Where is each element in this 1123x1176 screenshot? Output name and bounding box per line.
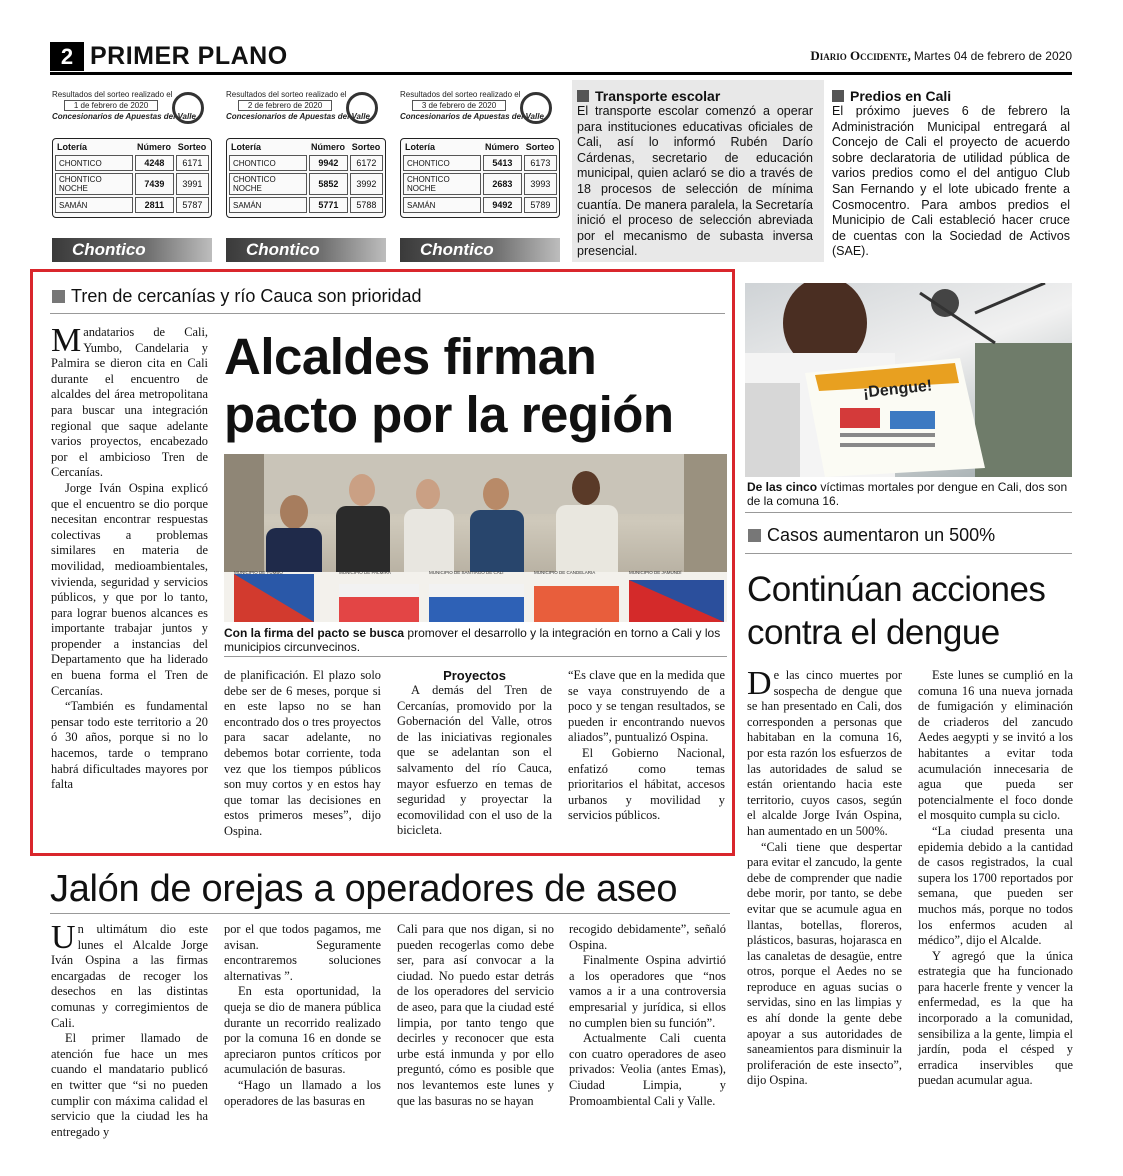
square-icon bbox=[52, 290, 65, 303]
kicker-rule bbox=[50, 313, 725, 314]
lottery-draw: 5789 bbox=[524, 197, 557, 213]
lottery-draw: 5787 bbox=[176, 197, 209, 213]
section-title: PRIMER PLANO bbox=[90, 42, 288, 70]
flag-label: MUNICIPIO DE PALMIRA bbox=[339, 570, 391, 575]
flag-label: MUNICIPIO DE CANDELARIA bbox=[534, 570, 596, 575]
square-icon bbox=[748, 529, 761, 542]
lottery-table bbox=[400, 138, 560, 218]
brief-transporte-title: Transporte escolar bbox=[577, 88, 813, 104]
lottery-name: CHONTICO NOCHE bbox=[403, 173, 481, 195]
main-story-col3: Proyectos A demás del Tren de Cercanías, promovido por la Gobernación del Valle, otros de las iniciativas regionales que se adelantan son el salvamento del río Cauca, mayor esfuerzo en temas de seguridad y proyectar la ecomovilidad con el uso de la bicicleta. bbox=[397, 668, 552, 838]
dengue-photo-caption: De las cinco víctimas mortales por dengue en Cali, dos son de la comuna 16. bbox=[747, 480, 1068, 508]
chontico-logo: Chontico bbox=[226, 238, 386, 262]
col-sorteo: Sorteo bbox=[525, 142, 555, 152]
brief-predios-body: El próximo jueves 6 de febrero la Administración Municipal entregará al Concejo de Cali el proyecto de acuerdo sobre declaratoria de utilidad pública de varios predios como el del antiguo Club San Fernando y el lote ubicado frente a Cosmocentro. Para ambos predios el Municipio de Cali estableció hacer cruce de cuentas con la Sociedad de Activos (SAE). bbox=[832, 104, 1070, 259]
main-story-kicker: Tren de cercanías y río Cauca son prioridad bbox=[52, 286, 722, 306]
drop-cap: U bbox=[51, 919, 76, 956]
drop-cap: D bbox=[747, 665, 772, 702]
dengue-col1: De las cinco muertes por sospecha de dengue que se han presentado en Cali, dos corresponden a personas que habitaban en la comuna 16, por esta razón los esfuerzos de las autoridades de salud se están orientando hacia este territorio, cuyos casos, según el alcalde Jorge Iván Ospina, han aumentado en un 500%. “Cali tiene que despertar para evitar el zancudo, la gente debe de comprender que nadie debe morir, por tanto, se debe evitar que se acumule agua en llantas, botellas, floreros, plásticos, basuras, hojarasca en las canaletas de desagüe, entre otros, porque el Aedes no se reproduce en aguas sucias o servidas, sino en las limpias y es ahí donde la gente debe apoyar a sus autoridades de saneamientos para disminuir la proliferación de este insecto”, dijo Ospina. bbox=[747, 665, 902, 1088]
aseo-col3: Cali para que nos digan, si no pueden recogerlas como debe ser, para así convocar a la ciudad. No puedo estar detrás de los operadores del servicio de aseo, para que la ciudad esté limpia, por tanto tengo que decirles y reconocer que esta urbe está inmunda y por ello preguntó, cómo es posible que nos levantemos este lunes y que las basuras no se hayan bbox=[397, 922, 554, 1108]
dengue-photo bbox=[745, 283, 1072, 477]
aseo-col1: Un ultimátum dio este lunes el Alcalde Jorge Iván Ospina a las firmas encargadas de recoger los desechos en las distintas comunas y corregimientos de Cali. El primer llamado de atención fue hace un mes cuando el mandatario publicó en twitter que “si no pueden cumplir con máxima calidad el servicio que la ciudad les ha entregado y bbox=[51, 919, 208, 1139]
lottery-draw: 6171 bbox=[176, 155, 209, 171]
brief-transporte-body: El transporte escolar comenzó a operar para instituciones educativas oficiales de Cali, así lo informó Rubén Darío Cárdenas, secretario de educación municipal, quien aclaró se dio a través de 18 procesos de selección de mínima cuantía. De manera paralela, la Secretaría inició el proceso de selección abreviada por el mecanismo de subasta inversa presencial. bbox=[577, 104, 813, 259]
dengue-col2: Este lunes se cumplió en la comuna 16 una nueva jornada de fumigación y eliminación de criaderos del zancudo Aedes aegypti y se invitó a los habitantes a evitar toda acumulación innecesaria de agua que pueda ser potencialmente el foco donde el mosquito cumpla su ciclo. “La ciudad presenta una epidemia debido a la cantidad de casos registrados, la cual supera los 1700 reportados por semana, que pueden ser muchos más, porque no todos los enfermos acuden al médico”, dijo el Alcalde. Y agregó que la única estrategia que ha funcionado para hacerle frente y vencer la enfermedad, es la que ha incorporado a la comunidad, sensibiliza a la gente, limpia el jardín, poda el césped y erradica inservibles que puedan acumular agua. bbox=[918, 668, 1073, 1088]
lottery-logo-icon bbox=[520, 92, 552, 124]
lottery-number: 9942 bbox=[309, 155, 348, 171]
lottery-logo-icon bbox=[172, 92, 204, 124]
col-loteria: Lotería bbox=[57, 142, 88, 152]
lottery-number: 5413 bbox=[483, 155, 522, 171]
square-icon bbox=[577, 90, 589, 102]
aseo-rule bbox=[50, 913, 730, 914]
lottery-table bbox=[52, 138, 212, 218]
col-numero: Número bbox=[137, 142, 172, 152]
lottery-row bbox=[229, 173, 383, 195]
main-story-col2: de planificación. El plazo solo debe ser de 6 meses, porque si en este lapso no se han encontrado dos o tres proyectos para sacar adelante, no debemos botar corriente, toda vez que los tiempos públicos son muy cortos y en estos hay que tomar las decisiones en estos primeros meses”, dijo Ospina. bbox=[224, 668, 381, 838]
lottery-row bbox=[55, 197, 209, 213]
lottery-row bbox=[229, 155, 383, 171]
lottery-concession: Concesionarios de Apuestas del Valle bbox=[226, 112, 370, 121]
main-story-col4: “Es clave que en la medida que se vaya construyendo de a poco y se tengan resultados, se pueden ir encontrando nuevos aliados”, puntualizó Ospina. El Gobierno Nacional, enfatizó como temas prioritarios el hábitat, accesos urbanos y movilidad y servicios públicos. bbox=[568, 668, 725, 823]
col-sorteo: Sorteo bbox=[351, 142, 381, 152]
lottery-date: 3 de febrero de 2020 bbox=[412, 100, 506, 111]
page-header bbox=[50, 42, 1072, 74]
lottery-row bbox=[403, 197, 557, 213]
lottery-row bbox=[403, 155, 557, 171]
dengue-caption-rule bbox=[745, 512, 1072, 513]
chontico-logo: Chontico bbox=[52, 238, 212, 262]
caption-rule bbox=[224, 656, 727, 657]
paper-name: Diario Occidente, bbox=[810, 48, 911, 63]
lottery-draw: 5788 bbox=[350, 197, 383, 213]
page-number: 2 bbox=[50, 42, 84, 71]
col-numero: Número bbox=[485, 142, 520, 152]
aseo-col2: por el que todos pagamos, me avisan. Seguramente encontraremos soluciones alternativas ”. En esta oportunidad, la queja se dio de manera pública durante un recorrido realizado por la comuna 16 en donde se apreciaron puntos críticos por acumulación de basuras. “Hago un llamado a los operadores de las basuras en bbox=[224, 922, 381, 1108]
col-sorteo: Sorteo bbox=[177, 142, 207, 152]
dengue-kicker: Casos aumentaron un 500% bbox=[748, 525, 1073, 545]
lottery-result-1 bbox=[52, 90, 212, 260]
lottery-number: 5771 bbox=[309, 197, 348, 213]
mayors-photo bbox=[224, 454, 727, 622]
main-story-headline: Alcaldes firman pacto por la región bbox=[224, 328, 674, 443]
flag-labels bbox=[224, 570, 727, 580]
main-story-col1: Mandatarios de Cali, Yumbo, Candelaria y Palmira se dieron cita en Cali durante el encuentro de alcaldes del área metropolitana para buscar una integración regional que saque adelante varios proyectos, encabezado por el ambicioso Tren de Cercanías. Jorge Iván Ospina explicó que el encuentro se dio porque necesitan encontrar respuestas colectivas a problemas similares en materia de movilidad, medioambientales, vivienda, seguridad y servicios públicos, y que por lo tanto, para lograr buenos alcances es importante trabajar juntos y propender a instancias del Departamento que ha liderado en buena forma el Tren de Cercanías. “También es fundamental pensar todo este territorio a 20 ó 30 años, porque si no lo hacemos, tarde o temprano habrá dificultades mayores por falta bbox=[51, 322, 208, 792]
lottery-date: 1 de febrero de 2020 bbox=[64, 100, 158, 111]
col-loteria: Lotería bbox=[231, 142, 262, 152]
brief-transporte bbox=[577, 88, 813, 260]
lottery-name: CHONTICO bbox=[403, 155, 481, 171]
lottery-number: 7439 bbox=[135, 173, 174, 195]
lottery-draw: 3991 bbox=[176, 173, 209, 195]
lottery-row bbox=[229, 197, 383, 213]
lottery-name: SAMÁN bbox=[229, 197, 307, 213]
mayors-photo-caption: Con la firma del pacto se busca promover el desarrollo y la integración en torno a Cali y los municipios circunvecinos. bbox=[224, 626, 721, 654]
lottery-date: 2 de febrero de 2020 bbox=[238, 100, 332, 111]
lottery-name: SAMÁN bbox=[55, 197, 133, 213]
flag-label: MUNICIPIO DE JAMUNDÍ bbox=[629, 570, 682, 575]
header-rule bbox=[50, 72, 1072, 75]
lottery-result-2 bbox=[226, 90, 386, 260]
dengue-kicker-rule bbox=[745, 553, 1072, 554]
drop-cap: M bbox=[51, 322, 82, 359]
lottery-header: Resultados del sorteo realizado el bbox=[52, 90, 173, 99]
col-numero: Número bbox=[311, 142, 346, 152]
lottery-header: Resultados del sorteo realizado el bbox=[400, 90, 521, 99]
lottery-number: 5852 bbox=[309, 173, 348, 195]
aseo-col4: recogido debidamente”, señaló Ospina. Finalmente Ospina advirtió a los operadores que “nos vamos a ir a una controversia empresarial y jurídica, si ellos no cumplen bien su función”. Actualmente Cali cuenta con cuatro operadores de aseo privados: Veolia (antes Emas), Ciudad Limpia, y Promoambiental Cali y Valle. bbox=[569, 922, 726, 1108]
lottery-draw: 3992 bbox=[350, 173, 383, 195]
aseo-headline: Jalón de orejas a operadores de aseo bbox=[50, 868, 678, 910]
lottery-concession: Concesionarios de Apuestas del Valle bbox=[52, 112, 196, 121]
lottery-name: SAMÁN bbox=[403, 197, 481, 213]
lottery-number: 2811 bbox=[135, 197, 174, 213]
lottery-draw: 6173 bbox=[524, 155, 557, 171]
brief-predios-title: Predios en Cali bbox=[832, 88, 1070, 104]
lottery-draw: 6172 bbox=[350, 155, 383, 171]
lottery-header: Resultados del sorteo realizado el bbox=[226, 90, 347, 99]
dengue-headline: Continúan acciones contra el dengue bbox=[747, 570, 1046, 652]
lottery-name: CHONTICO bbox=[229, 155, 307, 171]
lottery-logo-icon bbox=[346, 92, 378, 124]
lottery-row bbox=[55, 173, 209, 195]
subhead-proyectos: Proyectos bbox=[443, 668, 506, 683]
flag-label: MUNICIPIO DE SANTIAGO DE CALI bbox=[429, 570, 504, 575]
lottery-number: 4248 bbox=[135, 155, 174, 171]
lottery-row bbox=[55, 155, 209, 171]
lottery-number: 9492 bbox=[483, 197, 522, 213]
lottery-concession: Concesionarios de Apuestas del Valle bbox=[400, 112, 544, 121]
dengue-poster-title: ¡Dengue! bbox=[862, 377, 933, 402]
lottery-result-3 bbox=[400, 90, 560, 260]
lottery-name: CHONTICO NOCHE bbox=[55, 173, 133, 195]
issue-date: Martes 04 de febrero de 2020 bbox=[913, 49, 1072, 63]
brief-predios bbox=[832, 88, 1070, 260]
flag-label: MUNICIPIO DE YUMBO bbox=[234, 570, 283, 575]
col-loteria: Lotería bbox=[405, 142, 436, 152]
chontico-logo: Chontico bbox=[400, 238, 560, 262]
lottery-number: 2683 bbox=[483, 173, 522, 195]
lottery-table bbox=[226, 138, 386, 218]
lottery-name: CHONTICO NOCHE bbox=[229, 173, 307, 195]
lottery-draw: 3993 bbox=[524, 173, 557, 195]
masthead-date bbox=[810, 48, 1072, 64]
lottery-row bbox=[403, 173, 557, 195]
lottery-name: CHONTICO bbox=[55, 155, 133, 171]
square-icon bbox=[832, 90, 844, 102]
